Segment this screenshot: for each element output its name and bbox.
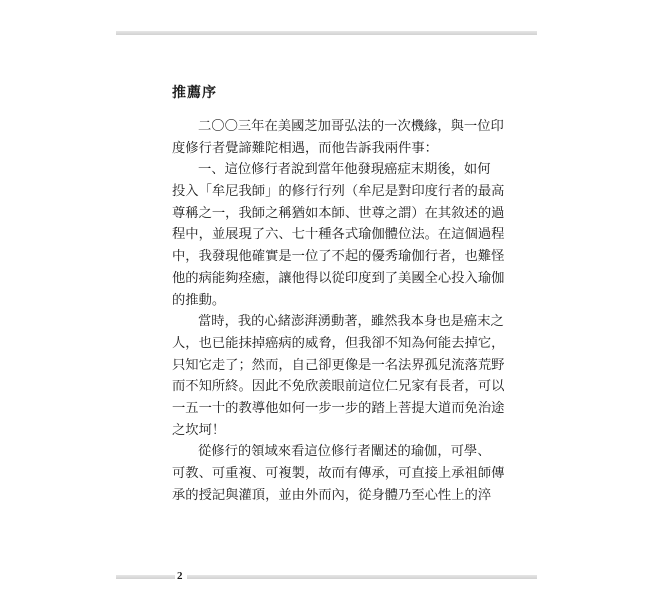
text-line: 程中，並展現了六、七十種各式瑜伽體位法。在這個過程 (172, 227, 505, 243)
text-line: 一五一十的教導他如何一步一步的踏上菩提大道而免治途 (172, 400, 505, 416)
page-number: 2 (175, 570, 187, 582)
body-text (172, 116, 505, 506)
text-line: 承的授記與灌頂，並由外而內，從身體乃至心性上的淬 (172, 487, 492, 503)
text-line: 尊稱之一，我師之稱猶如本師、世尊之謂）在其敘述的過 (172, 205, 505, 221)
text-line: 從修行的領域來看這位修行者闡述的瑜伽，可學、 (198, 444, 491, 460)
text-line: 的推動。 (172, 292, 226, 308)
paragraph-3 (172, 311, 505, 441)
text-line: 而不知所終。因此不免欣羨眼前這位仁兄家有長者，可以 (172, 379, 505, 395)
text-line: 度修行者覺諦難陀相遇，而他告訴我兩件事： (172, 140, 438, 156)
text-line: 一、這位修行者說到當年他發現癌症末期後，如何 (198, 162, 491, 178)
text-line: 二〇〇三年在美國芝加哥弘法的一次機緣，與一位印 (198, 119, 504, 134)
text-line: 中，我發現他確實是一位了不起的優秀瑜伽行者，也難怪 (172, 249, 505, 265)
text-line: 當時，我的心緒澎湃湧動著，雖然我本身也是癌末之 (198, 314, 504, 330)
paragraph-1 (172, 116, 504, 159)
text-line: 之坎坷！ (172, 422, 226, 438)
text-line: 可教、可重複、可複製，故而有傳承，可直接上承祖師傳 (172, 466, 505, 481)
paragraph-4 (172, 441, 505, 506)
text-line: 投入「牟尼我師」的修行行列（牟尼是對印度行者的最高 (172, 184, 505, 200)
text-line: 他的病能夠痊癒，讓他得以從印度到了美國全心投入瑜伽 (172, 270, 505, 286)
paragraph-2 (172, 159, 505, 311)
text-line: 只知它走了；然而，自己卻更像是一名法界孤兒流落荒野 (172, 357, 505, 373)
text-line: 人，也已能抹掉癌病的威脅，但我卻不知為何能去掉它， (172, 335, 505, 351)
header-rule (116, 31, 537, 35)
section-heading: 推薦序 (172, 85, 217, 101)
